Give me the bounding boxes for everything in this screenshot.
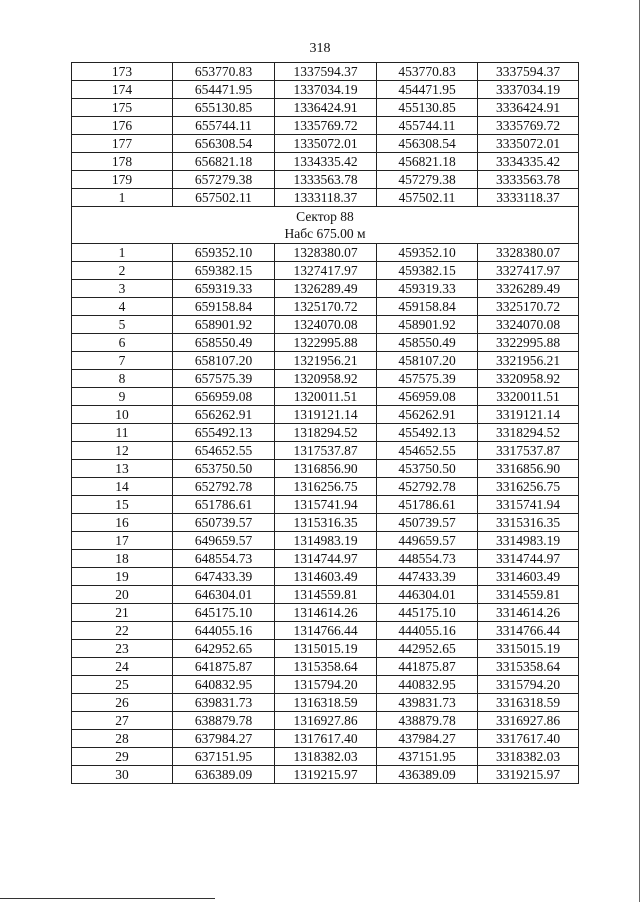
point-number-cell: 11: [72, 424, 173, 442]
y-coord-local-cell: 3317537.87: [478, 442, 579, 460]
x-coord-local-cell: 459382.15: [377, 262, 478, 280]
point-number-cell: 1: [72, 189, 173, 207]
y-coord-cell: 1333118.37: [275, 189, 377, 207]
y-coord-local-cell: 3321956.21: [478, 352, 579, 370]
y-coord-cell: 1316856.90: [275, 460, 377, 478]
table-row: [72, 280, 579, 298]
table-row: [72, 316, 579, 334]
point-number-cell: 27: [72, 712, 173, 730]
y-coord-cell: 1318382.03: [275, 748, 377, 766]
page-number: 318: [309, 41, 331, 56]
point-number-cell: 2: [72, 262, 173, 280]
y-coord-local-cell: 3336424.91: [478, 99, 579, 117]
x-coord-local-cell: 444055.16: [377, 622, 478, 640]
x-coord-cell: 658550.49: [173, 334, 275, 352]
sector-header-row: [72, 207, 579, 244]
table-row: [72, 478, 579, 496]
x-coord-cell: 642952.65: [173, 640, 275, 658]
y-coord-cell: 1325170.72: [275, 298, 377, 316]
x-coord-local-cell: 441875.87: [377, 658, 478, 676]
x-coord-cell: 654652.55: [173, 442, 275, 460]
x-coord-cell: 655492.13: [173, 424, 275, 442]
y-coord-local-cell: 3335769.72: [478, 117, 579, 135]
bottom-edge-line: [0, 898, 215, 899]
point-number-cell: 21: [72, 604, 173, 622]
x-coord-local-cell: 453750.50: [377, 460, 478, 478]
table-row: [72, 460, 579, 478]
point-number-cell: 178: [72, 153, 173, 171]
y-coord-cell: 1314559.81: [275, 586, 377, 604]
x-coord-cell: 659319.33: [173, 280, 275, 298]
x-coord-cell: 658901.92: [173, 316, 275, 334]
point-number-cell: 10: [72, 406, 173, 424]
x-coord-cell: 647433.39: [173, 568, 275, 586]
top-rows-body: [72, 63, 579, 207]
y-coord-cell: 1315794.20: [275, 676, 377, 694]
x-coord-cell: 637984.27: [173, 730, 275, 748]
x-coord-local-cell: 449659.57: [377, 532, 478, 550]
point-number-cell: 7: [72, 352, 173, 370]
y-coord-local-cell: 3335072.01: [478, 135, 579, 153]
x-coord-local-cell: 438879.78: [377, 712, 478, 730]
x-coord-cell: 659158.84: [173, 298, 275, 316]
x-coord-cell: 657279.38: [173, 171, 275, 189]
table-row: [72, 189, 579, 207]
x-coord-cell: 652792.78: [173, 478, 275, 496]
x-coord-local-cell: 457502.11: [377, 189, 478, 207]
y-coord-local-cell: 3315015.19: [478, 640, 579, 658]
y-coord-local-cell: 3326289.49: [478, 280, 579, 298]
x-coord-local-cell: 450739.57: [377, 514, 478, 532]
x-coord-cell: 656821.18: [173, 153, 275, 171]
table-row: [72, 352, 579, 370]
y-coord-cell: 1337594.37: [275, 63, 377, 81]
y-coord-cell: 1315015.19: [275, 640, 377, 658]
y-coord-local-cell: 3318294.52: [478, 424, 579, 442]
x-coord-local-cell: 442952.65: [377, 640, 478, 658]
table-row: [72, 604, 579, 622]
table-row: [72, 550, 579, 568]
y-coord-local-cell: 3316927.86: [478, 712, 579, 730]
y-coord-cell: 1314983.19: [275, 532, 377, 550]
y-coord-local-cell: 3333118.37: [478, 189, 579, 207]
y-coord-cell: 1328380.07: [275, 244, 377, 262]
y-coord-cell: 1319215.97: [275, 766, 377, 784]
point-number-cell: 1: [72, 244, 173, 262]
table-row: [72, 694, 579, 712]
y-coord-cell: 1314766.44: [275, 622, 377, 640]
y-coord-cell: 1326289.49: [275, 280, 377, 298]
table-row: [72, 640, 579, 658]
table-row: [72, 370, 579, 388]
y-coord-local-cell: 3315794.20: [478, 676, 579, 694]
x-coord-local-cell: 457279.38: [377, 171, 478, 189]
x-coord-local-cell: 446304.01: [377, 586, 478, 604]
table-row: [72, 532, 579, 550]
x-coord-local-cell: 458901.92: [377, 316, 478, 334]
y-coord-local-cell: 3314744.97: [478, 550, 579, 568]
y-coord-local-cell: 3320011.51: [478, 388, 579, 406]
x-coord-local-cell: 456821.18: [377, 153, 478, 171]
x-coord-cell: 658107.20: [173, 352, 275, 370]
y-coord-local-cell: 3333563.78: [478, 171, 579, 189]
point-number-cell: 20: [72, 586, 173, 604]
x-coord-cell: 657575.39: [173, 370, 275, 388]
y-coord-cell: 1321956.21: [275, 352, 377, 370]
y-coord-local-cell: 3337594.37: [478, 63, 579, 81]
x-coord-local-cell: 437151.95: [377, 748, 478, 766]
x-coord-local-cell: 458550.49: [377, 334, 478, 352]
x-coord-cell: 650739.57: [173, 514, 275, 532]
table-row: [72, 262, 579, 280]
y-coord-cell: 1327417.97: [275, 262, 377, 280]
point-number-cell: 26: [72, 694, 173, 712]
point-number-cell: 28: [72, 730, 173, 748]
y-coord-cell: 1324070.08: [275, 316, 377, 334]
point-number-cell: 22: [72, 622, 173, 640]
table-row: [72, 766, 579, 784]
x-coord-cell: 653750.50: [173, 460, 275, 478]
point-number-cell: 6: [72, 334, 173, 352]
y-coord-local-cell: 3319121.14: [478, 406, 579, 424]
y-coord-local-cell: 3325170.72: [478, 298, 579, 316]
point-number-cell: 18: [72, 550, 173, 568]
x-coord-local-cell: 459319.33: [377, 280, 478, 298]
y-coord-cell: 1315741.94: [275, 496, 377, 514]
y-coord-cell: 1316256.75: [275, 478, 377, 496]
y-coord-local-cell: 3316256.75: [478, 478, 579, 496]
sector-elevation: Набс 675.00 м: [284, 226, 366, 241]
point-number-cell: 177: [72, 135, 173, 153]
point-number-cell: 23: [72, 640, 173, 658]
x-coord-cell: 638879.78: [173, 712, 275, 730]
y-coord-cell: 1317537.87: [275, 442, 377, 460]
y-coord-cell: 1335769.72: [275, 117, 377, 135]
table-row: [72, 117, 579, 135]
x-coord-local-cell: 448554.73: [377, 550, 478, 568]
x-coord-local-cell: 458107.20: [377, 352, 478, 370]
y-coord-cell: 1320958.92: [275, 370, 377, 388]
point-number-cell: 174: [72, 81, 173, 99]
x-coord-local-cell: 455130.85: [377, 99, 478, 117]
point-number-cell: 30: [72, 766, 173, 784]
x-coord-cell: 655130.85: [173, 99, 275, 117]
point-number-cell: 13: [72, 460, 173, 478]
table-row: [72, 568, 579, 586]
x-coord-local-cell: 452792.78: [377, 478, 478, 496]
sector-header-body: [72, 207, 579, 244]
point-number-cell: 12: [72, 442, 173, 460]
table-row: [72, 171, 579, 189]
y-coord-local-cell: 3334335.42: [478, 153, 579, 171]
x-coord-local-cell: 439831.73: [377, 694, 478, 712]
point-number-cell: 15: [72, 496, 173, 514]
point-number-cell: 24: [72, 658, 173, 676]
y-coord-cell: 1333563.78: [275, 171, 377, 189]
table-row: [72, 514, 579, 532]
x-coord-local-cell: 457575.39: [377, 370, 478, 388]
x-coord-cell: 654471.95: [173, 81, 275, 99]
x-coord-cell: 656959.08: [173, 388, 275, 406]
table-row: [72, 658, 579, 676]
y-coord-local-cell: 3314983.19: [478, 532, 579, 550]
y-coord-cell: 1319121.14: [275, 406, 377, 424]
x-coord-cell: 639831.73: [173, 694, 275, 712]
point-number-cell: 5: [72, 316, 173, 334]
x-coord-cell: 656308.54: [173, 135, 275, 153]
point-number-cell: 17: [72, 532, 173, 550]
x-coord-local-cell: 456262.91: [377, 406, 478, 424]
y-coord-local-cell: 3315316.35: [478, 514, 579, 532]
point-number-cell: 179: [72, 171, 173, 189]
y-coord-local-cell: 3316318.59: [478, 694, 579, 712]
table-row: [72, 622, 579, 640]
y-coord-cell: 1318294.52: [275, 424, 377, 442]
table-row: [72, 424, 579, 442]
x-coord-local-cell: 454652.55: [377, 442, 478, 460]
y-coord-cell: 1337034.19: [275, 81, 377, 99]
y-coord-cell: 1314744.97: [275, 550, 377, 568]
y-coord-local-cell: 3315741.94: [478, 496, 579, 514]
y-coord-local-cell: 3324070.08: [478, 316, 579, 334]
x-coord-local-cell: 459352.10: [377, 244, 478, 262]
x-coord-local-cell: 451786.61: [377, 496, 478, 514]
x-coord-cell: 659352.10: [173, 244, 275, 262]
x-coord-cell: 641875.87: [173, 658, 275, 676]
x-coord-local-cell: 456959.08: [377, 388, 478, 406]
table-row: [72, 135, 579, 153]
x-coord-cell: 656262.91: [173, 406, 275, 424]
x-coord-local-cell: 453770.83: [377, 63, 478, 81]
x-coord-cell: 648554.73: [173, 550, 275, 568]
point-number-cell: 4: [72, 298, 173, 316]
table-row: [72, 334, 579, 352]
y-coord-local-cell: 3314559.81: [478, 586, 579, 604]
table-row: [72, 676, 579, 694]
table-row: [72, 63, 579, 81]
y-coord-cell: 1320011.51: [275, 388, 377, 406]
y-coord-local-cell: 3320958.92: [478, 370, 579, 388]
point-number-cell: 175: [72, 99, 173, 117]
x-coord-local-cell: 436389.09: [377, 766, 478, 784]
x-coord-cell: 659382.15: [173, 262, 275, 280]
x-coord-local-cell: 455492.13: [377, 424, 478, 442]
y-coord-cell: 1317617.40: [275, 730, 377, 748]
y-coord-local-cell: 3327417.97: [478, 262, 579, 280]
point-number-cell: 14: [72, 478, 173, 496]
x-coord-local-cell: 456308.54: [377, 135, 478, 153]
x-coord-cell: 636389.09: [173, 766, 275, 784]
table-row: [72, 99, 579, 117]
x-coord-cell: 653770.83: [173, 63, 275, 81]
coordinates-table: [71, 62, 579, 784]
x-coord-local-cell: 459158.84: [377, 298, 478, 316]
y-coord-cell: 1334335.42: [275, 153, 377, 171]
x-coord-cell: 640832.95: [173, 676, 275, 694]
y-coord-cell: 1316318.59: [275, 694, 377, 712]
x-coord-cell: 657502.11: [173, 189, 275, 207]
y-coord-cell: 1322995.88: [275, 334, 377, 352]
point-number-cell: 176: [72, 117, 173, 135]
y-coord-local-cell: 3319215.97: [478, 766, 579, 784]
y-coord-local-cell: 3318382.03: [478, 748, 579, 766]
table-row: [72, 153, 579, 171]
table-row: [72, 730, 579, 748]
x-coord-local-cell: 455744.11: [377, 117, 478, 135]
y-coord-cell: 1315316.35: [275, 514, 377, 532]
x-coord-local-cell: 440832.95: [377, 676, 478, 694]
y-coord-local-cell: 3315358.64: [478, 658, 579, 676]
sector-title: Сектор 88: [296, 209, 354, 224]
x-coord-cell: 649659.57: [173, 532, 275, 550]
table-row: [72, 586, 579, 604]
y-coord-local-cell: 3317617.40: [478, 730, 579, 748]
x-coord-local-cell: 454471.95: [377, 81, 478, 99]
table-row: [72, 442, 579, 460]
point-number-cell: 19: [72, 568, 173, 586]
x-coord-cell: 651786.61: [173, 496, 275, 514]
table-row: [72, 388, 579, 406]
y-coord-local-cell: 3337034.19: [478, 81, 579, 99]
y-coord-local-cell: 3328380.07: [478, 244, 579, 262]
point-number-cell: 9: [72, 388, 173, 406]
table-row: [72, 712, 579, 730]
y-coord-local-cell: 3314603.49: [478, 568, 579, 586]
y-coord-local-cell: 3322995.88: [478, 334, 579, 352]
x-coord-local-cell: 447433.39: [377, 568, 478, 586]
y-coord-local-cell: 3316856.90: [478, 460, 579, 478]
sector-rows-body: [72, 244, 579, 784]
x-coord-cell: 646304.01: [173, 586, 275, 604]
table-row: [72, 244, 579, 262]
table-row: [72, 406, 579, 424]
y-coord-cell: 1314603.49: [275, 568, 377, 586]
y-coord-local-cell: 3314614.26: [478, 604, 579, 622]
y-coord-cell: 1335072.01: [275, 135, 377, 153]
x-coord-local-cell: 437984.27: [377, 730, 478, 748]
y-coord-local-cell: 3314766.44: [478, 622, 579, 640]
point-number-cell: 25: [72, 676, 173, 694]
x-coord-cell: 655744.11: [173, 117, 275, 135]
y-coord-cell: 1336424.91: [275, 99, 377, 117]
table-row: [72, 496, 579, 514]
table-row: [72, 81, 579, 99]
y-coord-cell: 1316927.86: [275, 712, 377, 730]
y-coord-cell: 1314614.26: [275, 604, 377, 622]
x-coord-cell: 637151.95: [173, 748, 275, 766]
x-coord-cell: 645175.10: [173, 604, 275, 622]
sector-header-cell: [72, 207, 579, 244]
point-number-cell: 8: [72, 370, 173, 388]
point-number-cell: 173: [72, 63, 173, 81]
table-row: [72, 748, 579, 766]
point-number-cell: 16: [72, 514, 173, 532]
x-coord-cell: 644055.16: [173, 622, 275, 640]
table-row: [72, 298, 579, 316]
point-number-cell: 3: [72, 280, 173, 298]
y-coord-cell: 1315358.64: [275, 658, 377, 676]
point-number-cell: 29: [72, 748, 173, 766]
x-coord-local-cell: 445175.10: [377, 604, 478, 622]
